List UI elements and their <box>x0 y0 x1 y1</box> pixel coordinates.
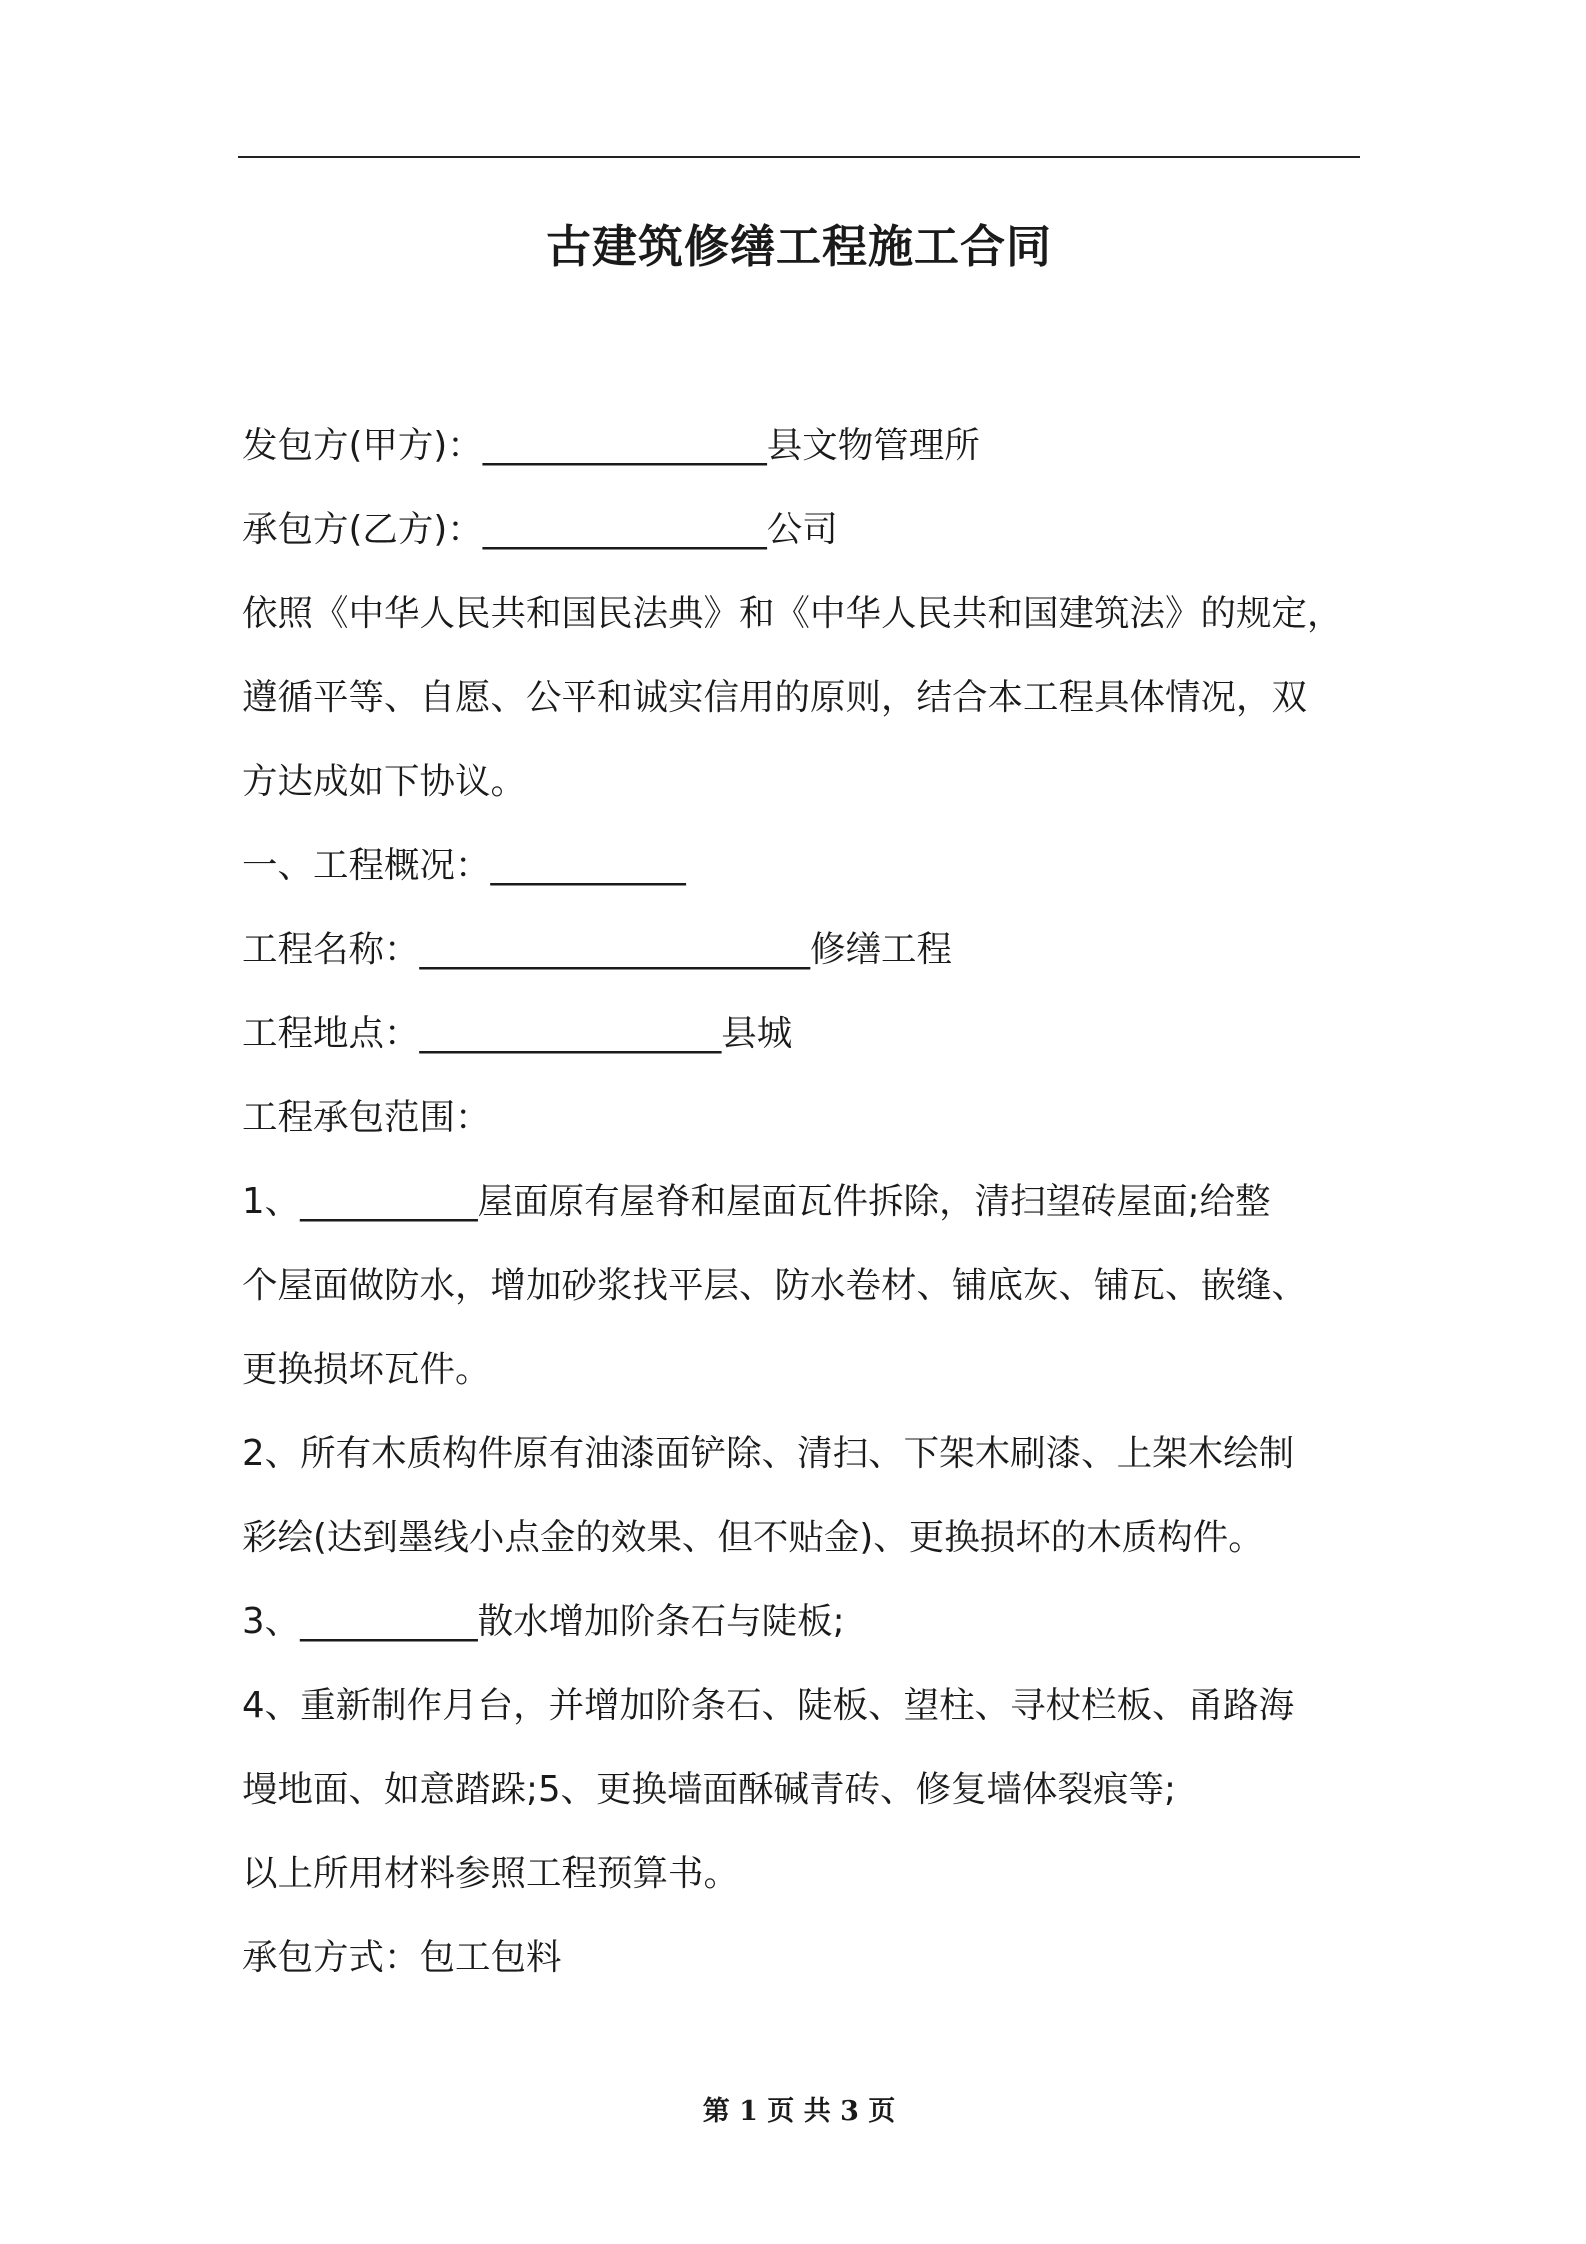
document-title: 古建筑修缮工程施工合同 <box>545 220 1052 273</box>
scope-item-line: 2、所有木质构件原有油漆面铲除、清扫、下架木刷漆、上架木绘制 <box>242 1433 1295 1474</box>
preamble-line: 方达成如下协议。 <box>242 761 527 802</box>
section-heading: 一、工程概况：___________ <box>242 845 686 886</box>
preamble-line: 遵循平等、自愿、公平和诚实信用的原则，结合本工程具体情况，双 <box>242 677 1308 718</box>
project-name-line: 工程名称：______________________修缮工程 <box>242 929 953 970</box>
scope-item-line: 3、__________散水增加阶条石与陡板; <box>242 1601 845 1642</box>
materials-note: 以上所用材料参照工程预算书。 <box>242 1853 740 1894</box>
scope-item-line: 4、重新制作月台，并增加阶条石、陡板、望柱、寻杖栏板、甬路海 <box>242 1685 1295 1726</box>
document-body <box>242 404 1360 2000</box>
scope-item-line: 彩绘(达到墨线小点金的效果、但不贴金)、更换损坏的木质构件。 <box>242 1517 1264 1558</box>
contract-method-line: 承包方式：包工包料 <box>242 1937 562 1978</box>
page-number-footer: 第 1 页 共 3 页 <box>702 2096 896 2127</box>
preamble-line: 依照《中华人民共和国民法典》和《中华人民共和国建筑法》的规定， <box>242 593 1343 634</box>
scope-item-line: 1、__________屋面原有屋脊和屋面瓦件拆除，清扫望砖屋面;给整 <box>242 1181 1271 1222</box>
party-a-line: 发包方(甲方)：________________县文物管理所 <box>242 425 980 466</box>
header-rule <box>238 156 1360 158</box>
scope-heading: 工程承包范围： <box>242 1097 491 1138</box>
scope-item-line: 墁地面、如意踏跺;5、更换墙面酥碱青砖、修复墙体裂痕等; <box>242 1769 1177 1810</box>
scope-item-line: 更换损坏瓦件。 <box>242 1349 491 1390</box>
party-b-line: 承包方(乙方)：________________公司 <box>242 509 838 550</box>
scope-item-line: 个屋面做防水，增加砂浆找平层、防水卷材、铺底灰、铺瓦、嵌缝、 <box>242 1265 1308 1306</box>
project-location-line: 工程地点：_________________县城 <box>242 1013 793 1054</box>
